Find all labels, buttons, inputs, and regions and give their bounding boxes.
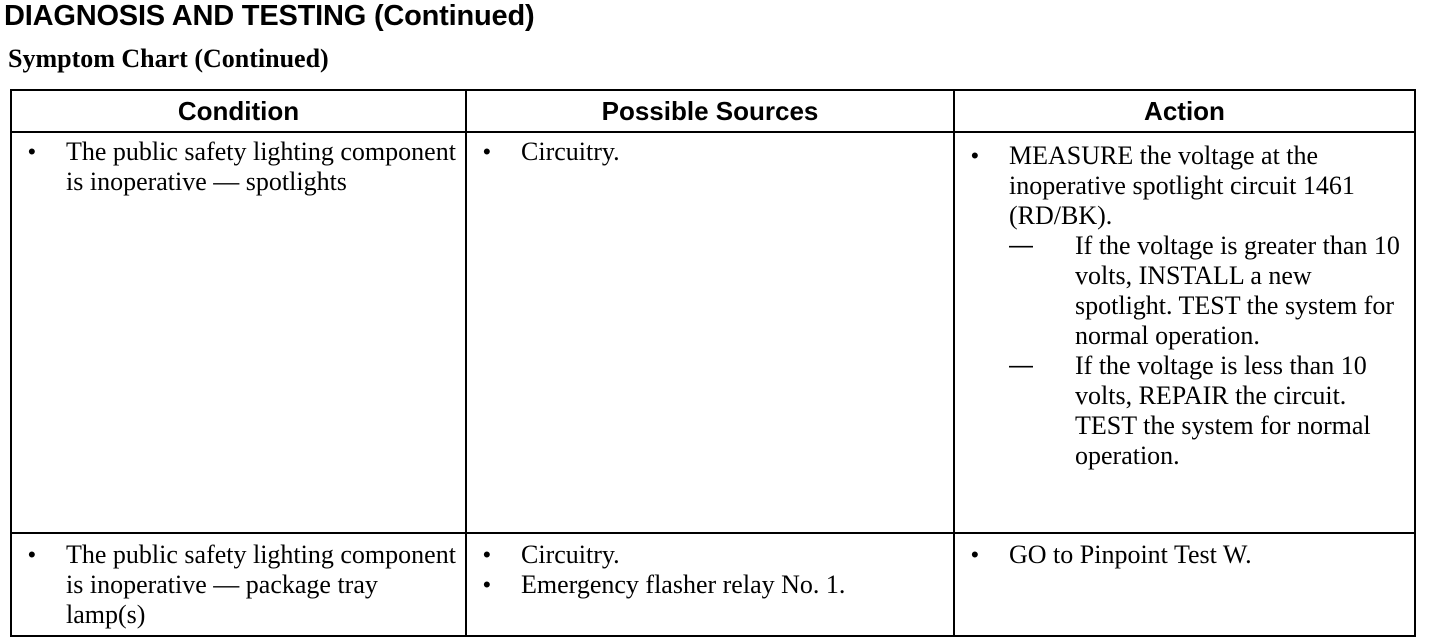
table-row: [11, 132, 1415, 533]
table-row: [11, 533, 1415, 636]
chart-subheading: Symptom Chart (Continued): [8, 44, 329, 73]
sources-cell: [466, 533, 954, 636]
action-sub-list: [1009, 231, 1406, 471]
action-main-text: MEASURE the voltage at the inoperative spotlight circuit 1461 (RD/BK).: [1009, 141, 1355, 230]
column-header-possible-sources: Possible Sources: [466, 90, 954, 132]
condition-item: • The public safety lighting component is inoperative — package tray lamp(s): [22, 540, 457, 630]
action-cell: [954, 533, 1415, 636]
action-item: • GO to Pinpoint Test W.: [965, 540, 1406, 570]
condition-cell: [11, 533, 466, 636]
source-item: • Circuitry.: [477, 137, 945, 167]
source-item: • Circuitry.: [477, 540, 893, 570]
source-item: • Emergency flasher relay No. 1.: [477, 570, 893, 600]
action-sub-item: — If the voltage is less than 10 volts, REPAIR the circuit. TEST the system for normal operation.: [1009, 351, 1406, 471]
table-header-row: [11, 90, 1415, 132]
section-heading: DIAGNOSIS AND TESTING (Continued): [4, 0, 535, 32]
symptom-chart-table: [10, 89, 1416, 637]
condition-item: • The public safety lighting component is inoperative — spotlights: [22, 137, 457, 197]
action-item: [965, 141, 1406, 471]
condition-cell: [11, 132, 466, 533]
sources-cell: [466, 132, 954, 533]
column-header-action: Action: [954, 90, 1415, 132]
action-sub-item: — If the voltage is greater than 10 volts, INSTALL a new spotlight. TEST the system for normal operation.: [1009, 231, 1406, 351]
action-cell: [954, 132, 1415, 533]
column-header-condition: Condition: [11, 90, 466, 132]
